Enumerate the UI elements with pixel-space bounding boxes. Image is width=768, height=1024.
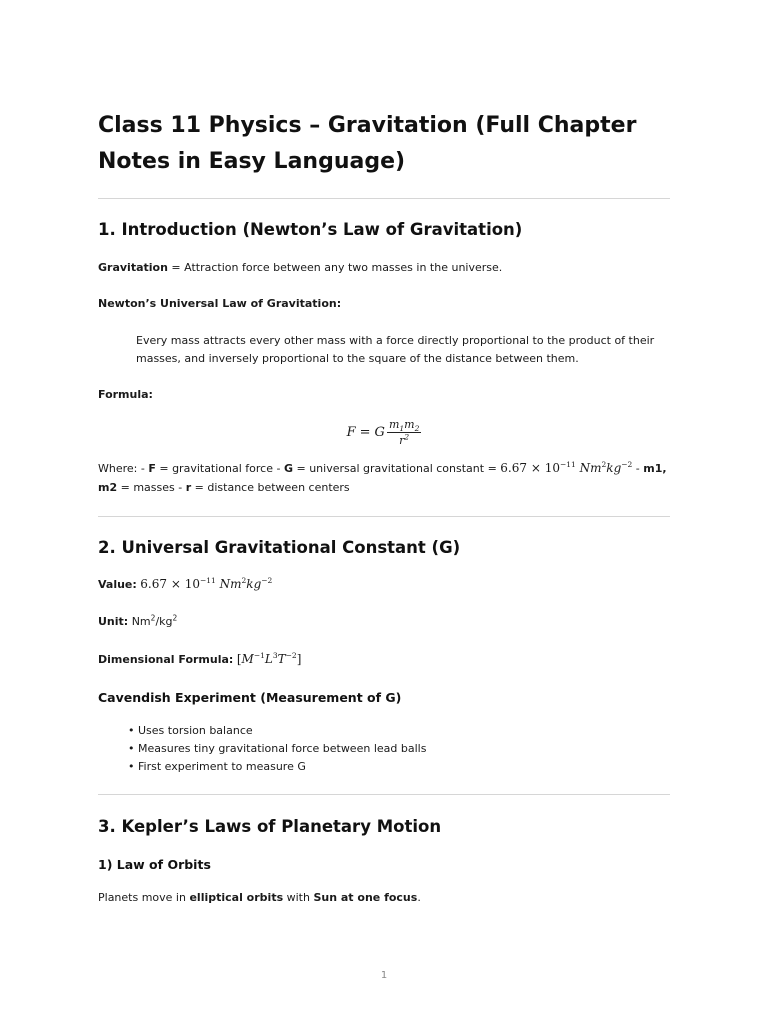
cavendish-heading: Cavendish Experiment (Measurement of G) (98, 690, 402, 705)
g-value-math: $6.67 \times 10^{-11}$ $Nm^2kg^{-2}$ (140, 576, 273, 591)
unit-mid: /kg (155, 615, 173, 628)
cavendish-list (128, 722, 426, 776)
law-of-orbits-text (98, 888, 670, 907)
page-title: Class 11 Physics – Gravitation (Full Chapter Notes in Easy Language) (98, 113, 637, 174)
formula-variables (98, 459, 670, 497)
m-sep: - (632, 462, 644, 475)
gravitation-term: Gravitation (98, 261, 168, 274)
dimensional-formula-line (98, 650, 670, 669)
formula-fraction: $\frac{m_1m_2}{r^2}$ (388, 418, 420, 447)
g-value-line (98, 575, 670, 594)
where-prefix: Where: - (98, 462, 149, 475)
g-term: G (283, 462, 293, 475)
unit-exp: 2 (150, 613, 156, 623)
section-3-heading: 3. Kepler’s Laws of Planetary Motion (98, 817, 442, 836)
orbits-bold-1: elliptical orbits (189, 891, 284, 904)
m-def: = masses - (117, 481, 186, 494)
unit-base: Nm (131, 615, 151, 628)
f-def: = gravitational force - (155, 462, 284, 475)
divider (98, 516, 670, 517)
orbits-mid: with (283, 891, 314, 904)
divider (98, 794, 670, 795)
g-value-math: $6.67 \times 10^{-11}$ $Nm^2kg^{-2}$ (500, 460, 633, 475)
dim-label: Dimensional Formula: (98, 653, 234, 666)
f-term: F (148, 462, 156, 475)
dim-math: $[M^{-1}L^3T^{-2}]$ (236, 651, 302, 666)
list-item: • Uses torsion balance (128, 722, 426, 740)
section-1-heading: 1. Introduction (Newton’s Law of Gravitation) (98, 220, 523, 239)
orbits-pre: Planets move in (98, 891, 190, 904)
page-number: 1 (380, 970, 388, 981)
divider (98, 198, 670, 199)
g-unit-line (98, 612, 670, 631)
orbits-end: . (417, 891, 421, 904)
list-item: • Measures tiny gravitational force between lead balls (128, 740, 426, 758)
law-heading: Newton’s Universal Law of Gravitation: (98, 297, 342, 310)
g-def: = universal gravitational constant = (293, 462, 501, 475)
unit-exp2: 2 (172, 613, 178, 623)
list-item: • First experiment to measure G (128, 758, 426, 776)
law-of-orbits-heading: 1) Law of Orbits (98, 857, 211, 872)
gravitation-def-text: = Attraction force between any two masses in the universe. (167, 261, 503, 274)
unit-label: Unit: (98, 615, 129, 628)
law-quote: Every mass attracts every other mass with a force directly proportional to the product of their masses, and inversely proportional to the square of the distance between them. (136, 334, 655, 365)
formula-label: Formula: (98, 388, 153, 401)
r-term: r (185, 481, 192, 494)
r-def: = distance between centers (191, 481, 350, 494)
orbits-bold-2: Sun at one focus (313, 891, 418, 904)
section-2-heading: 2. Universal Gravitational Constant (G) (98, 538, 461, 557)
gravitation-formula: F = G $\frac{m_1m_2}{r^2}$ (346, 418, 420, 447)
gravitation-definition (98, 258, 670, 277)
m-term: m1, m2 (98, 462, 667, 494)
value-label: Value: (98, 578, 137, 591)
